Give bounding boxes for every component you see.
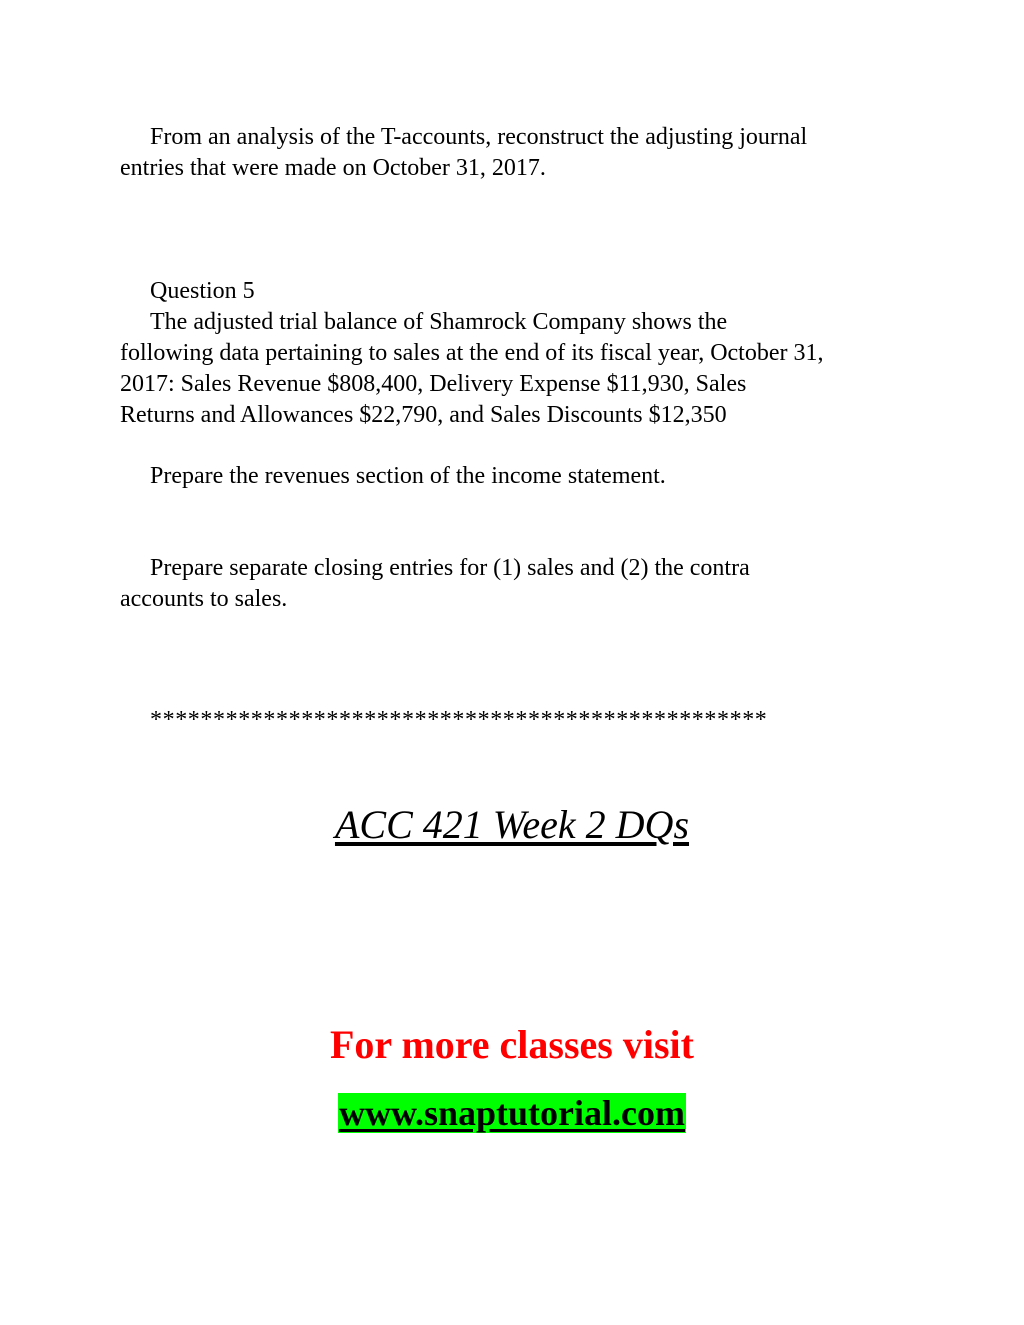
task-closing-entries-line-1: Prepare separate closing entries for (1) sales and (2) the contra [150, 555, 750, 581]
task-closing-entries-line-2: accounts to sales. [120, 586, 288, 612]
question-label: Question 5 [150, 278, 255, 304]
task-revenues-section: Prepare the revenues section of the income statement. [150, 463, 666, 489]
question-text-line-1: The adjusted trial balance of Shamrock Company shows the [150, 309, 728, 335]
website-link-row [0, 1090, 1024, 1136]
website-link[interactable]: www.snaptutorial.com [338, 1093, 685, 1133]
promo-text: For more classes visit [329, 1022, 694, 1067]
intro-line-2: entries that were made on October 31, 2017. [120, 155, 546, 181]
question-text-line-4: Returns and Allowances $22,790, and Sales Discounts $12,350 [120, 402, 727, 428]
question-text-line-3: 2017: Sales Revenue $808,400, Delivery Expense $11,930, Sales [120, 371, 747, 397]
separator-stars: ************************************************* [150, 707, 768, 733]
week-title [0, 800, 1024, 850]
question-text-line-2: following data pertaining to sales at the end of its fiscal year, October 31, [120, 340, 824, 366]
week-title-text: ACC 421 Week 2 DQs [334, 802, 690, 847]
intro-line-1: From an analysis of the T-accounts, reconstruct the adjusting journal [150, 124, 808, 150]
